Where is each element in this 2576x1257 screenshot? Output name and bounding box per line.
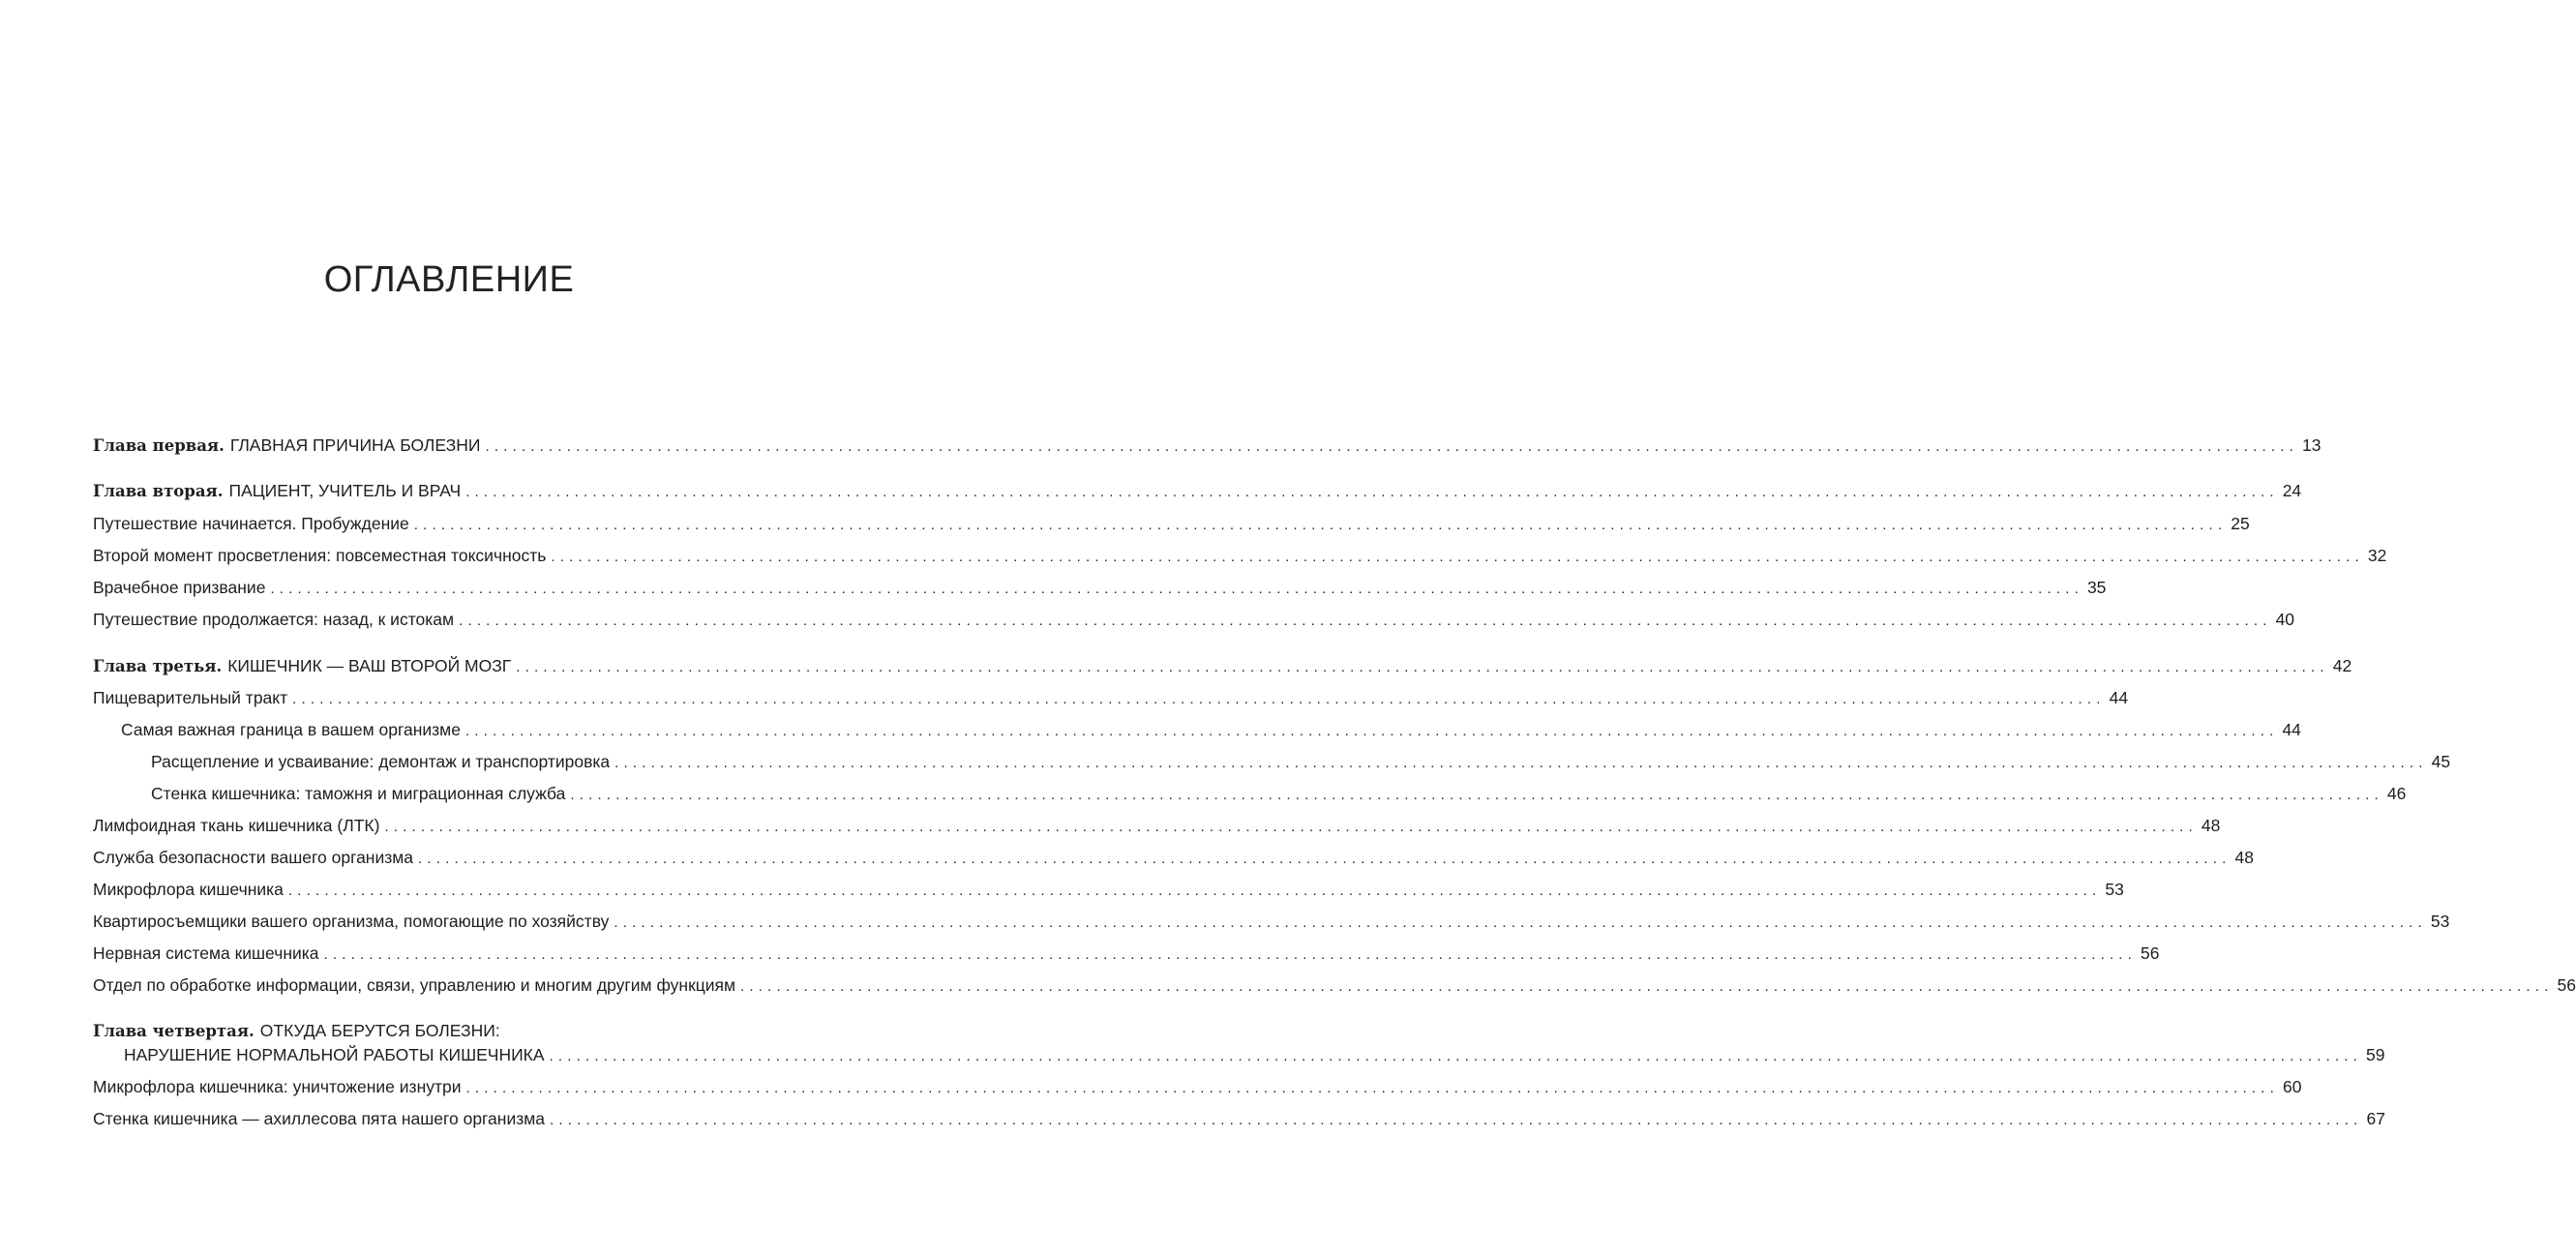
dot-leader: ........................................................................................................................................................................................................	[418, 851, 2232, 867]
entry-title: Нервная система кишечника	[93, 943, 319, 963]
page-number: 56	[2557, 975, 2576, 995]
entry-title: Лимфоидная ткань кишечника (ЛТК)	[93, 816, 380, 835]
page-number: 32	[2367, 546, 2387, 565]
page-number: 56	[2141, 943, 2160, 963]
page-number: 67	[2366, 1109, 2385, 1128]
page-number: 13	[2301, 435, 2321, 455]
toc-entry[interactable]	[93, 879, 2124, 902]
toc-subsubentry[interactable]	[151, 783, 2407, 806]
page-number: 40	[2275, 610, 2295, 629]
dot-leader: ........................................................................................................................................................................................................	[549, 1048, 2363, 1064]
page-number: 48	[2234, 848, 2254, 867]
entry-title: ПАЦИЕНТ, УЧИТЕЛЬ И ВРАЧ	[228, 481, 462, 500]
chapter-label: Глава вторая.	[93, 482, 224, 500]
entry-title: ОТКУДА БЕРУТСЯ БОЛЕЗНИ:	[259, 1021, 500, 1040]
page-number: 53	[2430, 912, 2450, 931]
entry-title: Второй момент просветления: повсеместная токсичность	[93, 546, 547, 565]
page-number: 42	[2332, 656, 2352, 675]
dot-leader: ........................................................................................................................................................................................................	[740, 978, 2554, 995]
dot-leader: ........................................................................................................................................................................................................	[465, 484, 2279, 500]
dot-leader: ........................................................................................................................................................................................................	[464, 723, 2279, 739]
page-number: 53	[2105, 880, 2124, 899]
dot-leader: ........................................................................................................................................................................................................	[516, 659, 2329, 675]
chapter-label: Глава первая.	[93, 436, 225, 455]
toc-chapter-2[interactable]	[93, 480, 2302, 503]
dot-leader: ........................................................................................................................................................................................................	[323, 946, 2138, 963]
toc-entry[interactable]	[93, 911, 2450, 934]
entry-title: КИШЕЧНИК — ВАШ ВТОРОЙ МОЗГ	[227, 656, 512, 675]
entry-title: Самая важная граница в вашем организме	[121, 720, 461, 739]
dot-leader: ........................................................................................................................................................................................................	[614, 755, 2428, 771]
toc-entry[interactable]	[93, 847, 2254, 870]
page-number: 48	[2201, 816, 2221, 835]
toc-entry[interactable]	[93, 943, 2160, 966]
entry-title: Отдел по обработке информации, связи, управлению и многим другим функциям	[93, 975, 736, 995]
dot-leader: ........................................................................................................................................................................................................	[570, 787, 2383, 803]
dot-leader: ........................................................................................................................................................................................................	[550, 1112, 2363, 1128]
toc-entry[interactable]	[93, 1108, 2385, 1131]
page-number: 59	[2366, 1045, 2385, 1064]
dot-leader: ........................................................................................................................................................................................................	[413, 517, 2228, 533]
entry-title: Путешествие начинается. Пробуждение	[93, 514, 409, 533]
toc-entry[interactable]	[93, 974, 2576, 998]
entry-title: Стенка кишечника: таможня и миграционная служба	[151, 784, 566, 803]
page-number: 60	[2283, 1077, 2302, 1096]
page-number: 46	[2386, 784, 2407, 803]
toc-entry[interactable]	[93, 577, 2107, 600]
toc-entry[interactable]	[93, 687, 2129, 710]
toc-chapter-3[interactable]	[93, 655, 2352, 678]
page-number: 44	[2282, 720, 2301, 739]
entry-title: Микрофлора кишечника	[93, 880, 284, 899]
toc-subentry[interactable]	[121, 719, 2301, 742]
toc-subsubentry[interactable]	[151, 751, 2451, 774]
chapter-label: Глава третья.	[93, 657, 223, 675]
page-number: 25	[2231, 514, 2250, 533]
entry-title: Микрофлора кишечника: уничтожение изнутри	[93, 1077, 462, 1096]
toc-entry[interactable]	[93, 815, 2221, 838]
entry-title: Квартиросъемщики вашего организма, помогающие по хозяйству	[93, 912, 610, 931]
page-number: 44	[2109, 688, 2129, 707]
chapter-label: Глава четвертая.	[93, 1022, 255, 1040]
page-number: 35	[2086, 578, 2107, 597]
dot-leader: ........................................................................................................................................................................................................	[287, 883, 2102, 899]
entry-title: Служба безопасности вашего организма	[93, 848, 414, 867]
page-title: ОГЛАВЛЕНИЕ	[323, 259, 575, 300]
dot-leader: ........................................................................................................................................................................................................	[270, 581, 2083, 597]
dot-leader: ........................................................................................................................................................................................................	[614, 914, 2427, 931]
toc-chapter-4-continued[interactable]	[124, 1044, 2385, 1067]
toc-chapter-1[interactable]	[93, 434, 2321, 458]
entry-title: Путешествие продолжается: назад, к истокам	[93, 610, 455, 629]
dot-leader: ........................................................................................................................................................................................................	[465, 1080, 2280, 1096]
dot-leader: ........................................................................................................................................................................................................	[459, 613, 2272, 629]
dot-leader: ........................................................................................................................................................................................................	[292, 691, 2106, 707]
entry-title: Пищеварительный тракт	[93, 688, 288, 707]
toc-entry[interactable]	[93, 1076, 2302, 1099]
page-number: 24	[2282, 481, 2302, 500]
toc-entry[interactable]	[93, 545, 2387, 568]
entry-title: Врачебное призвание	[93, 578, 266, 597]
dot-leader: ........................................................................................................................................................................................................	[485, 438, 2298, 455]
dot-leader: ........................................................................................................................................................................................................	[551, 549, 2364, 565]
page-number: 45	[2431, 752, 2451, 771]
entry-title: Расщепление и усваивание: демонтаж и транспортировка	[151, 752, 611, 771]
toc-entry[interactable]	[93, 609, 2295, 632]
toc-entry[interactable]	[93, 513, 2250, 536]
toc-chapter-4[interactable]	[93, 1020, 802, 1042]
entry-title-continued: НАРУШЕНИЕ НОРМАЛЬНОЙ РАБОТЫ КИШЕЧНИКА	[124, 1045, 545, 1064]
entry-title: Стенка кишечника — ахиллесова пята нашего организма	[93, 1109, 546, 1128]
entry-title: ГЛАВНАЯ ПРИЧИНА БОЛЕЗНИ	[229, 435, 481, 455]
dot-leader: ........................................................................................................................................................................................................	[384, 819, 2198, 835]
